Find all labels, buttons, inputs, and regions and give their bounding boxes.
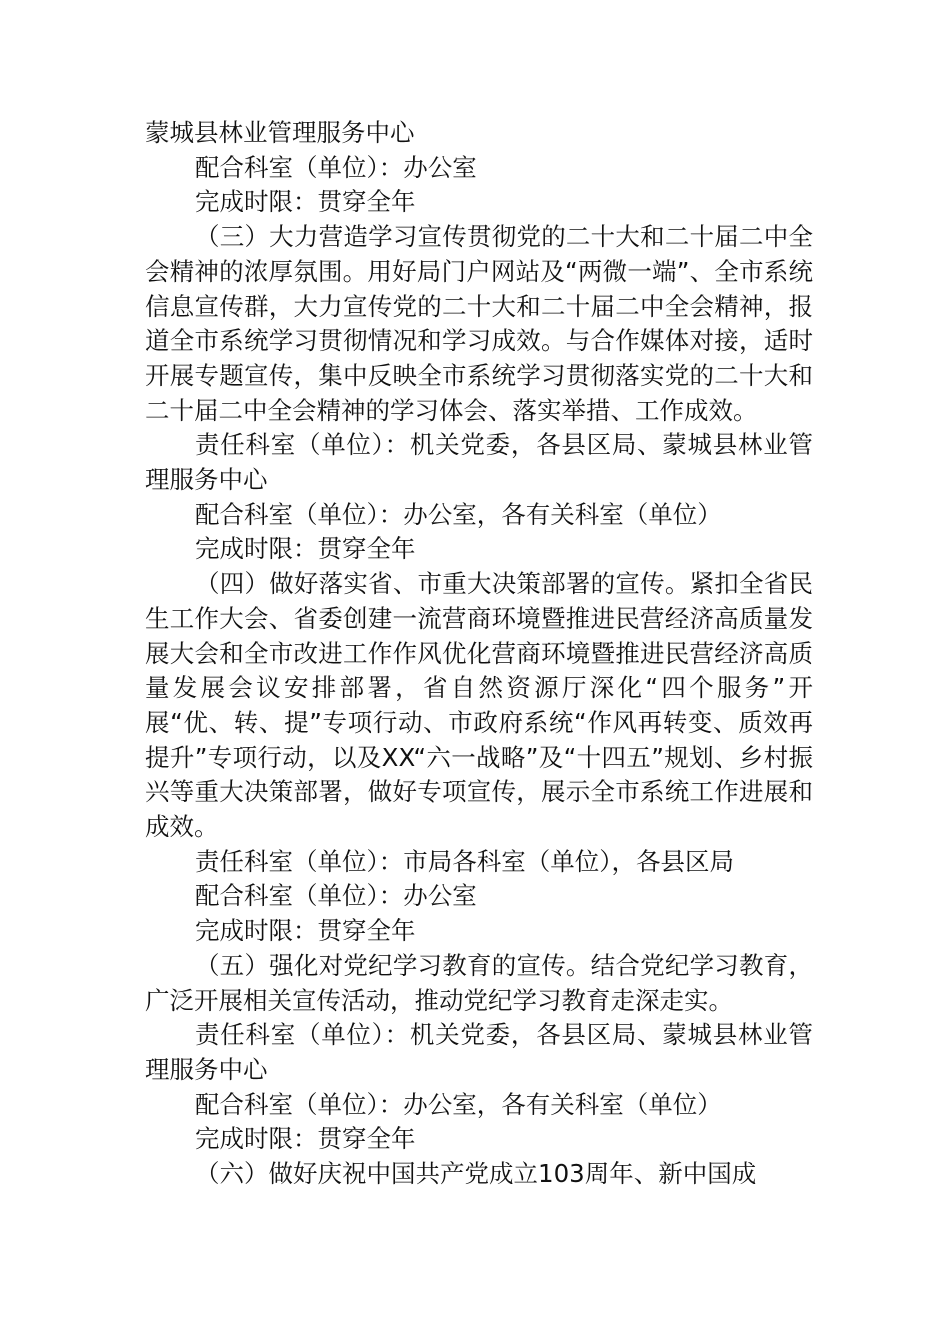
paragraph-deadline: 完成时限：贯穿全年: [195, 1124, 416, 1154]
paragraph-deadline: 完成时限：贯穿全年: [195, 916, 416, 946]
paragraph-section-4: （四）做好落实省、市重大决策部署的宣传。紧扣全省民生工作大会、省委创建一流营商环境暨推进民营经济高质量发展大会和全市改进工作作风优化营商环境暨推进民营经济高质量发展会议安排部署，省自然资源厅深化“四个服务”开展“优、转、提”专项行动、市政府系统“作风再转变、质效再提升”专项行动，以及XX“六一战略”及“十四五”规划、乡村振兴等重大决策部署，做好专项宣传，展示全市系统工作进展和成效。: [145, 569, 813, 842]
paragraph-cooperating-office: 配合科室（单位）：办公室，各有关科室（单位）: [195, 499, 722, 529]
paragraph-continuation: 蒙城县林业管理服务中心: [145, 118, 415, 147]
paragraph-section-3: （三）大力营造学习宣传贯彻党的二十大和二十届二中全会精神的浓厚氛围。用好局门户网站及“两微一端”、全市系统信息宣传群，大力宣传党的二十大和二十届二中全会精神，报道全市系统学习贯彻情况和学习成效。与合作媒体对接，适时开展专题宣传，集中反映全市系统学习贯彻落实党的二十大和二十届二中全会精神的学习体会、落实举措、工作成效。: [145, 222, 813, 425]
paragraph-cooperating-office: 配合科室（单位）：办公室，各有关科室（单位）: [195, 1089, 722, 1119]
paragraph-cooperating-office: 配合科室（单位）：办公室: [195, 152, 477, 182]
paragraph-responsible-office: 责任科室（单位）：机关党委，各县区局、蒙城县林业管理服务中心: [145, 430, 813, 495]
paragraph-deadline: 完成时限：贯穿全年: [195, 187, 416, 217]
paragraph-section-5: （五）强化对党纪学习教育的宣传。结合党纪学习教育，广泛开展相关宣传活动，推动党纪学习教育走深走实。: [145, 950, 813, 1015]
paragraph-responsible-office: 责任科室（单位）：机关党委，各县区局、蒙城县林业管理服务中心: [145, 1020, 813, 1084]
paragraph-responsible-office: 责任科室（单位）：市局各科室（单位），各县区局: [195, 846, 734, 876]
paragraph-cooperating-office: 配合科室（单位）：办公室: [195, 881, 477, 911]
paragraph-deadline: 完成时限：贯穿全年: [195, 534, 416, 564]
document-body: [145, 116, 813, 1192]
paragraph-section-6: （六）做好庆祝中国共产党成立103周年、新中国成: [195, 1159, 757, 1189]
